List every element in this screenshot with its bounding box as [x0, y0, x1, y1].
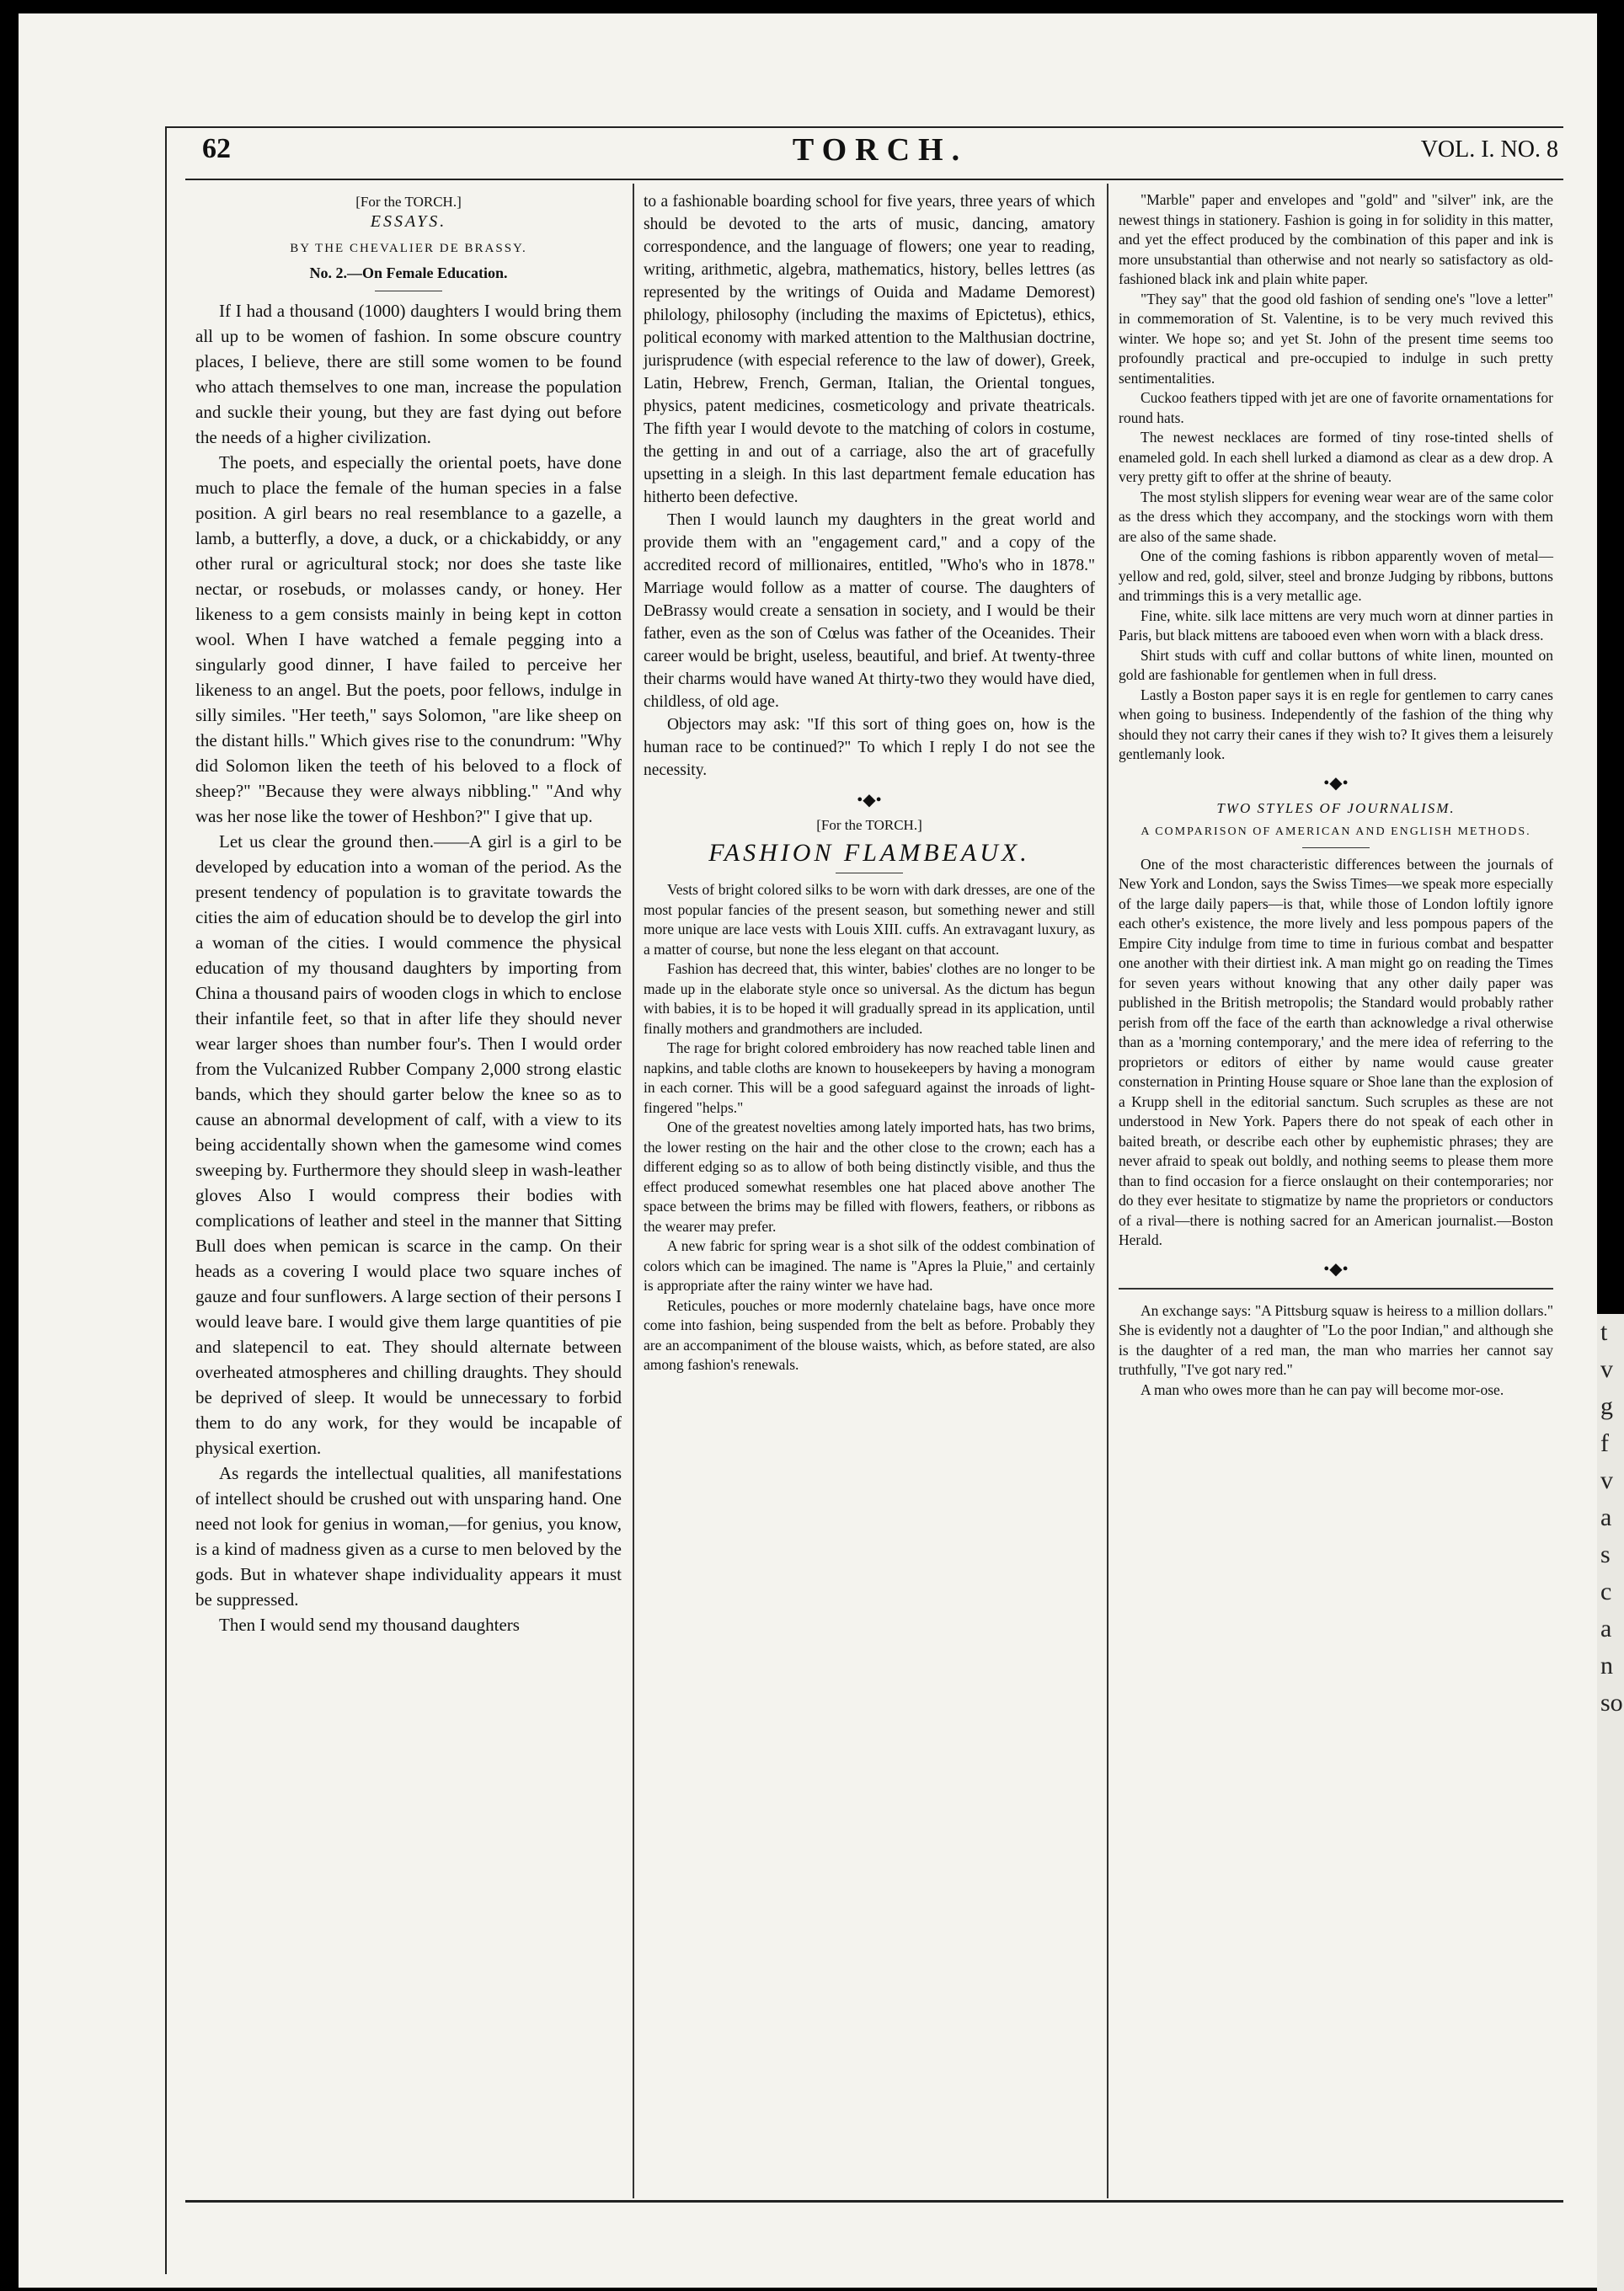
fashion-paragraph: One of the greatest novelties among lately imported hats, has two brims, the lower resting on the hair and the other close to the crown; each has a different edging so as to allow of both being distinctly visible, and thus the effect produced somewhat resembles one hat placed above another The space between the brims may be filled with flowers, feathers, or ribbons as the wearer may prefer. [644, 1119, 1095, 1235]
essay-paragraph: to a fashionable boarding school for five years, three years of which should be devoted to the arts of music, dancing, amatory correspondence, and the language of flowers; one year to reading, writing, arithmetic, algebra, mathematics, history, belles lettres (as represented by the writings of Ouida and Madame Demorest) philology, philosophy (including the maxims of Epictetus), ethics, political economy with marked attention to the Malthusian doctrine, jurisprudence (with especial reference to the law of dower), Greek, Latin, Hebrew, French, German, Italian, the Oriental tongues, physics, patent medicines, cosmeticology and private theatricals. The fifth year I would devote to the matching of colors in costume, the getting in and out of a carriage, also the art of gracefully upsetting in a sleigh. In this last department female education has hitherto been defective. [644, 193, 1095, 506]
fashion-paragraph: Fine, white. silk lace mittens are very much worn at dinner parties in Paris, but black mittens are tabooed even when worn with a black dress. [1119, 606, 1553, 644]
essay-kicker: [For the TORCH.] [355, 194, 462, 210]
fashion-paragraph: Shirt studs with cuff and collar buttons of white linen, mounted on gold are fashionable for gentlemen when in full dress. [1119, 646, 1553, 683]
adjacent-page-fragment: n [1600, 1652, 1613, 1680]
column-essays [185, 184, 632, 2198]
essay-subhead: No. 2.—On Female Education. [309, 264, 508, 281]
section-divider [1119, 1288, 1553, 1290]
adjacent-page-edge [1597, 1314, 1624, 2291]
fashion-paragraph: A new fabric for spring wear is a shot silk of the oddest combination of colors which can be imagined. The name is "Apres la Pluie," and certainly is appropriate after the rainy winter we have had. [644, 1237, 1095, 1294]
fashion-kicker: [For the TORCH.] [816, 817, 922, 833]
column-fashion-journalism [1108, 184, 1563, 2198]
adjacent-page-fragment: f [1600, 1429, 1609, 1457]
fashion-paragraph: The newest necklaces are formed of tiny rose-tinted shells of enameled gold. In each shell lurked a diamond as clear as a dew drop. A very pretty gift to offer at the shrine of beauty. [1119, 429, 1553, 485]
fashion-paragraph: Vests of bright colored silks to be worn with dark dresses, are one of the most popular fancies of the present season, but something newer and still more unique are lace vests with Louis XIII. cuffs. An extravagant luxury, as a matter of course, but none the less elegant on that account. [644, 881, 1095, 958]
fashion-paragraph: The rage for bright colored embroidery has now reached table linen and napkins, and table cloths are known to housekeepers by having a monogram in each corner. This will be a good safeguard against the inroads of light-fingered "helps." [644, 1039, 1095, 1116]
journalism-paragraph: One of the most characteristic differences between the journals of New York and London, says the Swiss Times—we speak more especially of the large daily papers—is that, while those of London loftily ignore each other's existence, the more lively and less pompous papers of the Empire City indulge from time to time in furious combat and bespatter one another with their dirtiest ink. A man might go on reading the Times for seven years without knowing that any other daily paper was published in the British metropolis; the Standard would probably rather perish from off the face of the earth than acknowledge a rival otherwise than as a 'morning contemporary,' and the mere idea of referring to the proprietors or editors of either by name would cause greater consternation in Printing House square or Shoe lane than the explosion of a Krupp shell in the editorial sanctum. Such scruples as these are not understood in New York. Papers there do not speak of each other in baited breath, or describe each other by euphemistic phrases; they are never afraid to speak out boldly, and nothing seems to please them more than to find occasion for a fierce onslaught on their contemporaries; nor do they ever hesitate to stigmatize by name the proprietors or conductors of a rival—there is nothing sacred for an American journalist.—Boston Herald. [1119, 855, 1553, 1248]
fashion-items [644, 880, 1095, 1375]
essay-byline: BY THE CHEVALIER DE BRASSY. [290, 242, 527, 255]
fashion-paragraph: Lastly a Boston paper says it is en regle for gentlemen to carry canes when going to business. Independently of the fashion of the thing why should they not carry their canes if they wish to? It gives them a leisurely gentlemanly look. [1119, 686, 1553, 762]
fashion-paragraph: "They say" that the good old fashion of sending one's "love a letter" in commemoration of St. Valentine, is to be very much revived this winter. We hope so; and yet St. John of the present time seems too profoundly practical and pre-occupied to indulge in such pretty sentimentalities. [1119, 290, 1553, 387]
page-number: 62 [202, 133, 231, 164]
journalism-title: TWO STYLES OF JOURNALISM. [1216, 799, 1456, 816]
adjacent-page-fragment: g [1600, 1392, 1613, 1420]
ornament-divider: •◆• [1323, 773, 1349, 793]
adjacent-page-fragment: v [1600, 1466, 1613, 1494]
journalism-subtitle: A COMPARISON OF AMERICAN AND ENGLISH METHODS. [1141, 825, 1531, 838]
essay-paragraph: Then I would send my thousand daughters [219, 1615, 520, 1635]
fashion-paragraph: One of the coming fashions is ribbon apparently woven of metal—yellow and red, gold, silver, steel and bronze Judging by ribbons, buttons and trimmings this is a very metallic age. [1119, 547, 1553, 604]
adjacent-page-fragment: c [1600, 1578, 1612, 1605]
short-divider [1302, 847, 1370, 848]
adjacent-page-fragment: so [1600, 1689, 1623, 1717]
adjacent-page-fragment: s [1600, 1541, 1611, 1568]
fashion-paragraph: Fashion has decreed that, this winter, babies' clothes are no longer to be made up in the elaborate style once so universal. As the dictum has begun with babies, it is to be hoped it will gradually spread in its application, until finally mothers and grandmothers are included. [644, 960, 1095, 1037]
masthead-title: TORCH. [792, 132, 969, 168]
essay-paragraph: As regards the intellectual qualities, all manifestations of intellect should be crushed out with unsparing hand. One need not look for genius in woman,—for genius, you know, is a kind of madness given as a curse to men beloved by the gods. But in whatever shape individuality appears it must be suppressed. [195, 1463, 622, 1610]
essay-paragraph: Let us clear the ground then.——A girl is a girl to be developed by education into a woman of the period. As the present tendency of population is to gravitate towards the cities the aim of education should be to develop the girl into a woman of the cities. I would commence the physical education of my thousand daughters by importing from China a thousand pairs of wooden clogs in which to enclose their infantile feet, so that in after life they should never wear larger shoes than number four's. Then I would order from the Vulcanized Rubber Company 2,000 strong elastic bands, which they should garter below the knee so as to cause an abnormal development of calf, with a view to its being accidentally shown when the gamesome wind comes sweeping by. Furthermore they should sleep in wash-leather gloves Also I would compress their bodies with complications of leather and steel in the manner that Sitting Bull does when pemican is scarce in the camp. On their heads as a covering I would place two square inches of gauze and four sunflowers. A large section of their persons I would leave bare. I would give them large quantities of pie and slatepencil to eat. They should alternate between overheated atmospheres and chilling draughts. They should be deprived of sleep. It would be unnecessary to forbid them to do any work, for they would be incapable of physical exertion. [195, 831, 622, 1458]
essay-section-title: ESSAYS. [370, 212, 447, 231]
column-essay-continued-fashion [633, 184, 1105, 2198]
adjacent-page-fragment: t [1600, 1318, 1608, 1346]
essay-paragraph: Then I would launch my daughters in the great world and provide them with an "engagement card," and a copy of the accredited record of millionaires, entitled, "Who's who in 1878." Marriage would follow as a matter of course. The daughters of DeBrassy would create a sensation in society, and I would be their father, even as the son of Cœlus was father of the Oceanides. Their career would be bright, useless, beautiful, and brief. At twenty-three their charms would have waned At thirty-two they would have died, childless, of old age. [644, 511, 1095, 711]
ornament-divider: •◆• [1323, 1259, 1349, 1279]
adjacent-page-fragment: v [1600, 1355, 1613, 1383]
fashion-paragraph: "Marble" paper and envelopes and "gold" and "silver" ink, are the newest things in stationery. Fashion is going in for solidity in this matter, and yet the effect produced by the combination of this paper and ink is more unsubstantial than otherwise and not nearly so satisfactory as old-fashioned black ink and plain white paper. [1119, 191, 1553, 287]
fashion-paragraph: The most stylish slippers for evening wear wear are of the same color as the dress which they accompany, and the stockings worn with them are also of the same shade. [1119, 488, 1553, 545]
bottom-rule [185, 2200, 1563, 2203]
fashion-paragraph: Reticules, pouches or more modernly chatelaine bags, have once more come into fashion, being suspended from the belt as before. Probably they are an accompaniment of the blouse waists, which, as before stated, are also among fashion's renewals. [644, 1296, 1095, 1373]
adjacent-page-fragment: a [1600, 1503, 1612, 1531]
exchange-paragraph: An exchange says: "A Pittsburg squaw is heiress to a million dollars." She is evidently not a daughter of "Lo the poor Indian," and although she is the daughter of a red man, the man who marries her cannot say truthfully, "I've got nary red." [1119, 1301, 1553, 1378]
volume-number: VOL. I. NO. 8 [1420, 136, 1558, 163]
page-header [202, 131, 1558, 182]
header-rule [185, 179, 1563, 180]
fashion-section-title: FASHION FLAMBEAUX. [708, 839, 1030, 867]
ornament-divider: •◆• [857, 791, 882, 809]
essay-paragraph: Objectors may ask: "If this sort of thing goes on, how is the human race to be continued?" To which I reply I do not see the necessity. [644, 716, 1095, 779]
fashion-paragraph: Cuckoo feathers tipped with jet are one of favorite ornamentations for round hats. [1119, 389, 1553, 426]
adjacent-page-fragment: a [1600, 1615, 1612, 1642]
exchange-paragraph: A man who owes more than he can pay will become mor-ose. [1141, 1380, 1504, 1398]
essay-paragraph: If I had a thousand (1000) daughters I would bring them all up to be women of fashion. In some obscure country places, I believe, there are still some women to be found who attach themselves to one man, increase the population and suckle their young, but they are fast dying out before the needs of a higher civilization. [195, 301, 622, 447]
essay-paragraph: The poets, and especially the oriental poets, have done much to place the female of the human species in a false position. A girl bears no real resemblance to a gazelle, a lamb, a butterfly, a dove, a duck, or a chickabiddy, or any other rural or agricultural stock; nor does she taste like nectar, or rosebuds, or molasses candy, or honey. Her likeness to a gem consists mainly in being kept in cotton wool. When I have watched a female pegging into a singularly good dinner, I have failed to perceive her likeness to an angel. But the poets, poor fellows, indulge in silly similes. "Her teeth," says Solomon, "are like sheep on the distant hills." Which gives rise to the conundrum: "Why did Solomon liken the teeth of his beloved to a flock of sheep?" "Because they were always nibbling." "And why was her nose like the tower of Heshbon?" I give that up. [195, 452, 622, 826]
